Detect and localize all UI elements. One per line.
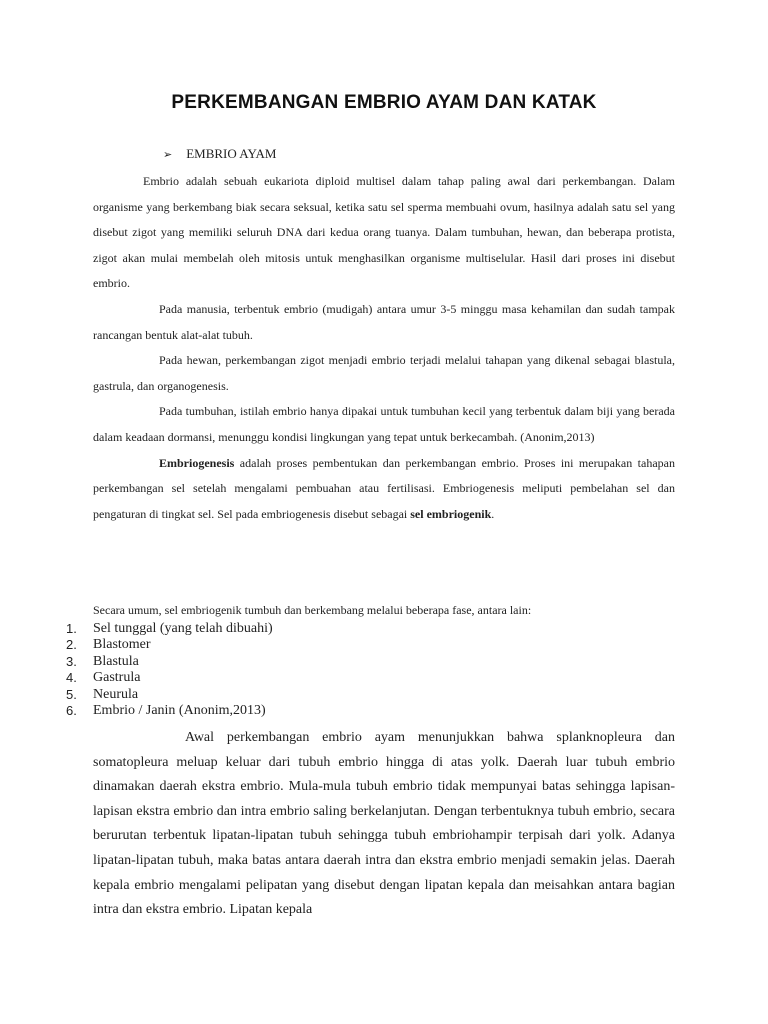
list-item — [66, 687, 273, 703]
list-item-text: Blastomer — [93, 637, 151, 653]
paragraph-group-2 — [93, 726, 675, 923]
section-heading — [163, 146, 276, 162]
list-number: 5. — [66, 686, 77, 702]
term-embriogenesis: Embriogenesis — [159, 455, 235, 470]
list-number: 6. — [66, 703, 77, 719]
document-title: PERKEMBANGAN EMBRIO AYAM DAN KATAK — [171, 92, 597, 113]
list-item — [66, 670, 273, 686]
list-item-text: Neurula — [93, 686, 139, 702]
paragraph-tumbuhan: Pada tumbuhan, istilah embrio hanya dipakai untuk tumbuhan kecil yang terbentuk dalam biji yang berada dalam keadaan dormansi, menunggu kondisi lingkungan yang tepat untuk berkecambah. (Anonim,2013) — [93, 404, 675, 444]
paragraph-hewan: Pada hewan, perkembangan zigot menjadi embrio terjadi melalui tahapan yang dikenal sebagai blastula, gastrula, dan organogenesis. — [93, 353, 675, 393]
paragraph-embrio-definition: Embrio adalah sebuah eukariota diploid multisel dalam tahap paling awal dari perkembangan. Dalam organisme yang berkembang biak secara seksual, ketika satu sel sperma membuahi ovum, hasilnya adalah satu sel yang disebut zigot yang memiliki seluruh DNA dari kedua orang tuanya. Dalam tumbuhan, hewan, dan beberapa protista, zigot akan mulai membelah oleh mitosis untuk menghasilkan organisme multiselular. Hasil dari proses ini disebut embrio. — [93, 174, 675, 291]
embriogenesis-end: . — [491, 506, 495, 521]
list-item — [66, 621, 273, 637]
list-number: 3. — [66, 653, 77, 669]
embriogenesis-text: adalah proses pembentukan dan perkembangan embrio. Proses ini merupakan tahapan perkembangan sel setelah mengalami pembuahan atau fertilisasi. Embriogenesis meliputi pembelahan sel dan pengaturan di tingkat sel. Sel pada embriogenesis disebut sebagai — [93, 455, 675, 521]
list-intro: Secara umum, sel embriogenik tumbuh dan berkembang melalui beberapa fase, antara lain: — [93, 603, 532, 617]
paragraph-awal-perkembangan: Awal perkembangan embrio ayam menunjukkan bahwa splanknopleura dan somatopleura meluap keluar dari tubuh embrio hingga di atas yolk. Daerah luar tubuh embrio dinamakan daerah ekstra embrio. Mula-mula tubuh embrio tidak mempunyai batas sehingga lapisan-lapisan ekstra embrio dan intra embrio saling berkelanjutan. Dengan terbentuknya tubuh embrio, secara berurutan terbentuk lipatan-lipatan tubuh sehingga tubuh embriohampir terpisah dari yolk. Adanya lipatan-lipatan tubuh, maka batas antara daerah intra dan ekstra embrio menjadi semakin jelas. Daerah kepala embrio mengalami pelipatan yang disebut dengan lipatan kepala dan meisahkan antara bagian intra dan ekstra embrio. Lipatan kepala — [93, 730, 675, 918]
list-item-text: Sel tunggal (yang telah dibuahi) — [93, 621, 273, 636]
arrow-bullet-icon: ➢ — [163, 148, 173, 161]
paragraph-manusia: Pada manusia, terbentuk embrio (mudigah) antara umur 3-5 minggu masa kehamilan dan sudah tampak rancangan bentuk alat-alat tubuh. — [93, 301, 675, 342]
list-number: 2. — [66, 637, 77, 653]
list-number: 1. — [66, 621, 77, 636]
list-number: 4. — [66, 670, 77, 686]
list-item-text: Gastrula — [93, 670, 141, 686]
term-sel-embriogenik: sel embriogenik — [410, 506, 492, 521]
paragraph-group-1 — [93, 169, 675, 527]
paragraph-embriogenesis — [93, 451, 675, 528]
list-item-text: Embrio / Janin (Anonim,2013) — [93, 703, 266, 719]
list-item — [66, 703, 273, 719]
list-item — [66, 654, 273, 670]
section-heading-label: EMBRIO AYAM — [186, 146, 277, 161]
phase-list — [66, 621, 273, 719]
list-item-text: Blastula — [93, 653, 139, 669]
list-item — [66, 637, 273, 653]
